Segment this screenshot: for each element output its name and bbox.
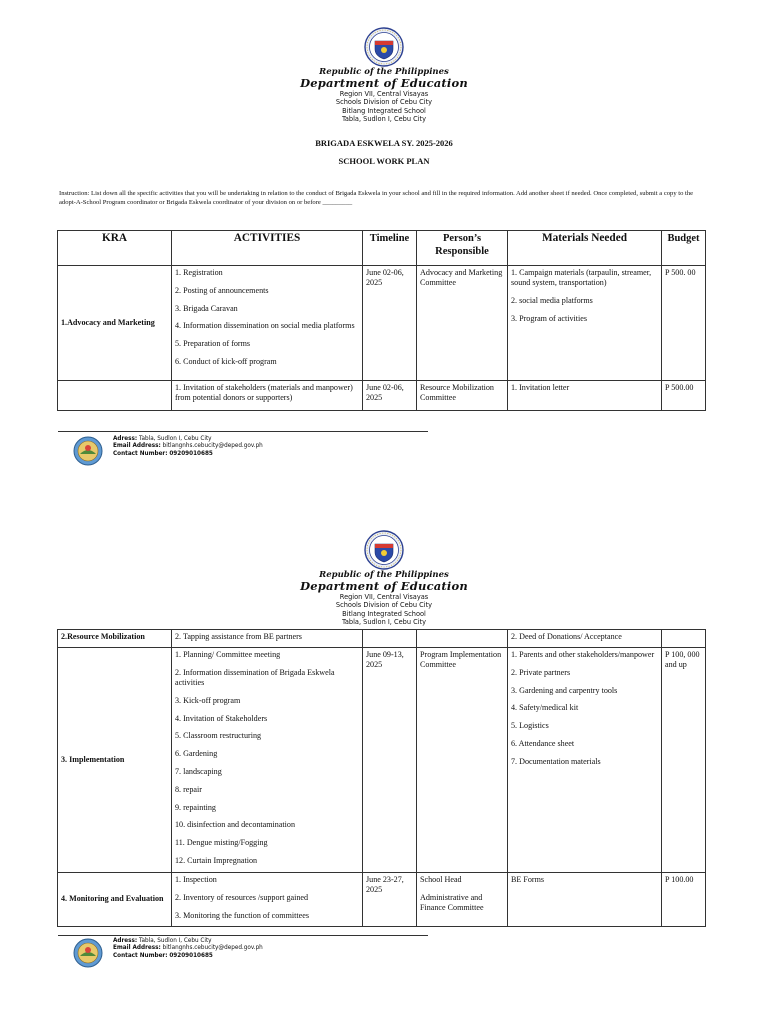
activity-item: 4. Invitation of Stakeholders (175, 713, 268, 723)
address-line: Tabla, Sudlon I, Cebu City (341, 617, 427, 626)
person-item: Administrative and Finance Committee (420, 892, 484, 913)
letterhead (0, 27, 768, 123)
table-row (58, 630, 706, 648)
timeline-cell (363, 630, 417, 648)
header-activities: ACTIVITIES (172, 231, 363, 266)
activity-item: 2. Information dissemination of Brigada Eskwela activities (175, 667, 335, 688)
deped-seal-icon (364, 27, 404, 67)
persons-cell (417, 630, 508, 648)
activity-item: 1. Registration (175, 268, 223, 277)
instruction-text: Instruction: List down all the specific activities that you will be undertaking in relation to the conduct of Brigada Eskwela in your school and fill in the required information. Add another sheet if needed. Once completed, submit a copy to the adopt-A-School Program coordinator or Brigada Eskwela coordinator of your division on or before _________ (59, 190, 694, 206)
material-item: 2. social media platforms (511, 296, 593, 306)
header-timeline: Timeline (363, 231, 417, 266)
activity-item: 6. Conduct of kick-off program (175, 356, 277, 366)
timeline-cell: June 23-27, 2025 (363, 873, 417, 927)
timeline-cell: June 09-13, 2025 (363, 648, 417, 873)
activity-item: 2. Posting of announcements (175, 285, 269, 295)
table-header-row (58, 231, 706, 266)
footer-contact-label: Contact Number: (113, 952, 168, 959)
budget-cell (662, 630, 706, 648)
materials-cell (508, 381, 662, 411)
footer-contact-number: 09209010685 (169, 450, 213, 457)
activity-item: 6. Gardening (175, 749, 218, 759)
work-plan-table-page-1 (57, 230, 706, 411)
footer-email[interactable]: bitlangnhs.cebucity@deped.gov.ph (162, 945, 263, 952)
material-item: 1. Campaign materials (tarpaulin, streamer, sound system, transportation) (511, 268, 652, 288)
header-budget: Budget (662, 231, 706, 266)
material-item: BE Forms (511, 875, 545, 884)
footer-contact-label: Contact Number: (113, 450, 168, 457)
activity-item: 5. Preparation of forms (175, 339, 251, 349)
region-line: Region VII, Central Visayas (339, 593, 429, 601)
header-persons: Person’s Responsible (417, 231, 508, 266)
footer-address: Tabla, Sudlon I, Cebu City (139, 436, 212, 442)
activity-item: 10. disinfection and decontamination (175, 820, 296, 830)
school-line: Bitlang Integrated School (342, 106, 426, 115)
page-2 (0, 502, 768, 1024)
activity-item: 2. Tapping assistance from BE partners (175, 632, 302, 641)
activity-item: 2. Inventory of resources /support gained (175, 892, 309, 902)
materials-cell (508, 630, 662, 648)
material-item: 2. Deed of Donations/ Acceptance (511, 632, 622, 641)
budget-cell: P 100, 000 and up (662, 648, 706, 873)
department-line: Department of Education (300, 76, 468, 90)
footer-address-label: Adress: (113, 938, 138, 944)
plan-subtitle: SCHOOL WORK PLAN (338, 156, 430, 166)
activity-item: 8. repair (175, 784, 202, 794)
activity-item: 11. Dengue misting/Fogging (175, 838, 268, 848)
material-item: 1. Parents and other stakeholders/manpower (511, 650, 655, 659)
deped-seal-icon (364, 530, 404, 570)
person-item: School Head (420, 875, 462, 884)
footer-email[interactable]: bitlangnhs.cebucity@deped.gov.ph (162, 443, 263, 450)
materials-cell (508, 648, 662, 873)
region-line: Region VII, Central Visayas (339, 90, 429, 98)
activity-item: 1. Invitation of stakeholders (materials and manpower) from potential donors or supporters) (175, 383, 353, 403)
material-item: 5. Logistics (511, 721, 549, 731)
material-item: 3. Gardening and carpentry tools (511, 685, 618, 695)
footer-address: Tabla, Sudlon I, Cebu City (139, 938, 212, 944)
activities-cell (172, 266, 363, 381)
school-logo-icon (73, 436, 103, 466)
material-item: 3. Program of activities (511, 313, 587, 323)
persons-cell (417, 266, 508, 381)
division-line: Schools Division of Cebu City (335, 98, 433, 107)
school-line: Bitlang Integrated School (342, 609, 426, 618)
department-line: Department of Education (300, 579, 468, 593)
table-row (58, 873, 706, 927)
kra-cell (58, 381, 172, 411)
republic-line: Republic of the Philippines (319, 67, 449, 77)
letterhead (0, 530, 768, 626)
persons-cell (417, 381, 508, 411)
address-line: Tabla, Sudlon I, Cebu City (341, 114, 427, 123)
budget-cell: P 100.00 (662, 873, 706, 927)
activity-item: 1. Planning/ Committee meeting (175, 650, 281, 659)
person-item: Program Implementation Committee (420, 650, 502, 670)
page-1 (0, 0, 768, 500)
footer-contact-number: 09209010685 (169, 952, 213, 959)
material-item: 1. Invitation letter (511, 383, 570, 392)
person-item: Advocacy and Marketing Committee (420, 268, 503, 288)
footer-divider (58, 431, 428, 432)
kra-cell: 4. Monitoring and Evaluation (58, 873, 172, 927)
footer-contact (113, 436, 263, 458)
timeline-cell: June 02-06, 2025 (363, 381, 417, 411)
kra-cell: 1.Advocacy and Marketing (58, 266, 172, 381)
kra-cell: 2.Resource Mobilization (58, 630, 172, 648)
material-item: 2. Private partners (511, 667, 571, 677)
materials-cell (508, 266, 662, 381)
division-line: Schools Division of Cebu City (335, 601, 433, 610)
header-materials: Materials Needed (508, 231, 662, 266)
material-item: 7. Documentation materials (511, 756, 601, 766)
footer-contact (113, 938, 263, 960)
plan-title: BRIGADA ESKWELA SY. 2025-2026 (315, 138, 453, 148)
activity-item: 12. Curtain Impregnation (175, 856, 258, 866)
activity-item: 3. Brigada Caravan (175, 303, 238, 313)
person-item: Resource Mobilization Committee (420, 383, 494, 403)
table-row (58, 266, 706, 381)
activities-cell (172, 381, 363, 411)
work-plan-table-page-2 (57, 629, 706, 927)
materials-cell (508, 873, 662, 927)
material-item: 4. Safety/medical kit (511, 703, 579, 713)
budget-cell: P 500.00 (662, 381, 706, 411)
footer-divider (58, 935, 428, 936)
activity-item: 4. Information dissemination on social media platforms (175, 321, 355, 331)
activity-item: 5. Classroom restructuring (175, 731, 262, 741)
budget-cell: P 500. 00 (662, 266, 706, 381)
activity-item: 3. Monitoring the function of committees (175, 910, 309, 920)
table-row (58, 648, 706, 873)
footer-email-label: Email Address: (113, 945, 161, 952)
activity-item: 9. repainting (175, 802, 216, 812)
persons-cell (417, 873, 508, 927)
footer-email-label: Email Address: (113, 443, 161, 450)
activities-cell (172, 873, 363, 927)
activity-item: 3. Kick-off program (175, 695, 241, 705)
republic-line: Republic of the Philippines (319, 570, 449, 580)
school-logo-icon (73, 938, 103, 968)
table-row (58, 381, 706, 411)
activities-cell (172, 630, 363, 648)
footer-address-label: Adress: (113, 436, 138, 442)
persons-cell (417, 648, 508, 873)
activity-item: 1. Inspection (175, 875, 217, 884)
activity-item: 7. landscaping (175, 767, 222, 777)
header-kra: KRA (58, 231, 172, 266)
timeline-cell: June 02-06, 2025 (363, 266, 417, 381)
activities-cell (172, 648, 363, 873)
material-item: 6. Attendance sheet (511, 738, 575, 748)
kra-cell: 3. Implementation (58, 648, 172, 873)
